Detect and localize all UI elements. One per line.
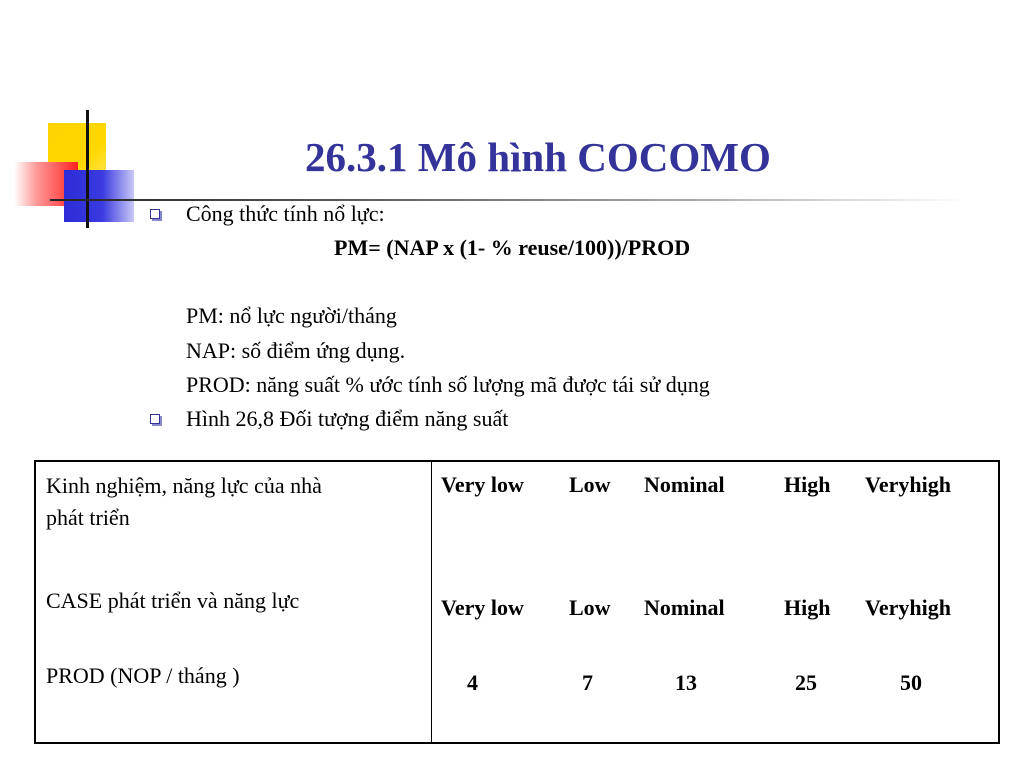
definition-nap: NAP: số điểm ứng dụng. — [186, 338, 406, 363]
level-very-low: Very low — [441, 472, 524, 497]
bullet-text-formula-intro: Công thức tính nổ lực: — [186, 201, 385, 226]
level-very-high: Veryhigh — [865, 595, 951, 620]
level-very-high: Veryhigh — [865, 472, 951, 497]
level-low: Low — [569, 472, 611, 497]
productivity-table — [34, 460, 1000, 744]
level-nominal: Nominal — [644, 595, 725, 620]
row-label-prod: PROD (NOP / tháng ) — [46, 663, 240, 688]
bullet-square-icon — [150, 414, 160, 424]
definition-pm: PM: nổ lực người/tháng — [186, 303, 397, 328]
bullet-square-icon — [150, 209, 160, 219]
formula-text: PM= (NAP x (1- % reuse/100))/PROD — [334, 235, 691, 260]
level-low: Low — [569, 595, 611, 620]
level-very-low: Very low — [441, 595, 524, 620]
row-label-developer-experience: Kinh nghiệm, năng lực của nhà — [46, 473, 322, 498]
definition-prod: PROD: năng suất % ước tính số lượng mã được tái sử dụng — [186, 372, 710, 397]
slide-title: 26.3.1 Mô hình COCOMO — [305, 134, 771, 180]
prod-value: 25 — [795, 670, 817, 695]
prod-value: 4 — [467, 670, 478, 695]
prod-value: 7 — [582, 670, 593, 695]
level-nominal: Nominal — [644, 472, 725, 497]
decor-vertical-line — [86, 110, 89, 228]
bullet-text-figure: Hình 26,8 Đối tượng điểm năng suất — [186, 406, 509, 431]
row-label-case-maturity: CASE phát triển và năng lực — [46, 588, 300, 613]
row-label-developer-experience-cont: phát triển — [46, 505, 130, 530]
prod-value: 50 — [900, 670, 922, 695]
decor-blue-square — [64, 170, 134, 222]
level-high: High — [784, 595, 831, 620]
prod-value: 13 — [675, 670, 697, 695]
level-high: High — [784, 472, 831, 497]
table-column-divider — [431, 462, 432, 742]
